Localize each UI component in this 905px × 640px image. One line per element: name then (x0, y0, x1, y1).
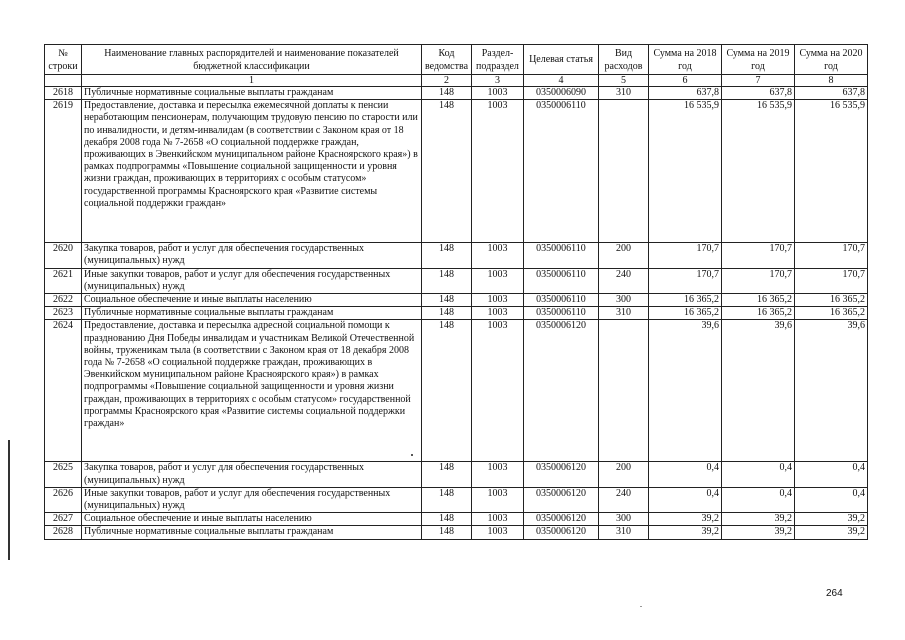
page-number: 264 (826, 588, 843, 599)
row-sum-2020: 39,2 (795, 526, 868, 539)
row-expense-type: 240 (599, 487, 649, 512)
row-sum-2020: 16 365,2 (795, 307, 868, 320)
row-sum-2020: 16 365,2 (795, 294, 868, 307)
row-number: 2620 (45, 243, 82, 268)
row-name: Публичные нормативные социальные выплаты гражданам (82, 87, 422, 100)
row-target-item: 0350006120 (524, 513, 599, 526)
row-sum-2018: 16 365,2 (649, 294, 722, 307)
table-row (45, 487, 868, 512)
row-sum-2020: 39,6 (795, 320, 868, 462)
row-section: 1003 (472, 268, 524, 293)
row-sum-2018: 637,8 (649, 87, 722, 100)
row-expense-type: 310 (599, 307, 649, 320)
header-sum-2020: Сумма на 2020 год (795, 45, 868, 75)
row-section: 1003 (472, 526, 524, 539)
row-section: 1003 (472, 87, 524, 100)
table-row (45, 526, 868, 539)
row-sum-2020: 170,7 (795, 268, 868, 293)
row-sum-2018: 0,4 (649, 462, 722, 487)
row-expense-type (599, 320, 649, 462)
header-department-code: Код ведомства (422, 45, 472, 75)
index-cell: 5 (599, 75, 649, 87)
row-sum-2018: 39,6 (649, 320, 722, 462)
scan-speck (640, 606, 642, 607)
row-department-code: 148 (422, 462, 472, 487)
row-department-code: 148 (422, 243, 472, 268)
index-cell: 1 (82, 75, 422, 87)
row-target-item: 0350006120 (524, 320, 599, 462)
row-section: 1003 (472, 100, 524, 243)
table-row (45, 307, 868, 320)
row-number: 2622 (45, 294, 82, 307)
row-name: Публичные нормативные социальные выплаты гражданам (82, 307, 422, 320)
row-section: 1003 (472, 513, 524, 526)
index-cell (45, 75, 82, 87)
row-sum-2020: 637,8 (795, 87, 868, 100)
row-number: 2623 (45, 307, 82, 320)
row-name: Иные закупки товаров, работ и услуг для обеспечения государственных (муниципальных) нужд (82, 268, 422, 293)
row-section: 1003 (472, 462, 524, 487)
row-section: 1003 (472, 294, 524, 307)
table-row (45, 294, 868, 307)
table-row (45, 513, 868, 526)
row-target-item: 0350006090 (524, 87, 599, 100)
row-number: 2621 (45, 268, 82, 293)
index-cell: 7 (722, 75, 795, 87)
row-expense-type (599, 100, 649, 243)
row-target-item: 0350006110 (524, 100, 599, 243)
row-section: 1003 (472, 320, 524, 462)
row-sum-2019: 170,7 (722, 268, 795, 293)
row-sum-2018: 170,7 (649, 243, 722, 268)
row-sum-2019: 39,6 (722, 320, 795, 462)
row-expense-type: 300 (599, 513, 649, 526)
row-expense-type: 240 (599, 268, 649, 293)
index-cell: 3 (472, 75, 524, 87)
table-row (45, 87, 868, 100)
row-target-item: 0350006110 (524, 243, 599, 268)
row-department-code: 148 (422, 487, 472, 512)
row-expense-type: 310 (599, 526, 649, 539)
row-target-item: 0350006120 (524, 526, 599, 539)
scan-margin-line (8, 440, 13, 560)
row-target-item: 0350006110 (524, 268, 599, 293)
row-sum-2018: 0,4 (649, 487, 722, 512)
row-expense-type: 300 (599, 294, 649, 307)
row-expense-type: 310 (599, 87, 649, 100)
row-number: 2624 (45, 320, 82, 462)
column-index-row (45, 75, 868, 87)
row-name: Социальное обеспечение и иные выплаты населению (82, 294, 422, 307)
index-cell: 6 (649, 75, 722, 87)
row-sum-2019: 39,2 (722, 513, 795, 526)
table-row (45, 462, 868, 487)
row-department-code: 148 (422, 87, 472, 100)
header-expense-type: Вид расходов (599, 45, 649, 75)
row-number: 2628 (45, 526, 82, 539)
row-section: 1003 (472, 487, 524, 512)
row-sum-2020: 39,2 (795, 513, 868, 526)
row-name: Предоставление, доставка и пересылка ежемесячной доплаты к пенсии неработающим пенсионерам, получающим трудовую пенсию по старости или по инвалидности, и детям-инвалидам (в соответствии с Законом края от 18 декабря 2008 года № 7-2658 «О социальной поддержке граждан, проживающих в Эвенкийском муниципальном районе Красноярского края») в рамках подпрограммы «Повышение социальной защищенности и уровня жизни граждан, проживающих в территориях с особым статусом» государственной программы Красноярского края «Развитие системы социальной поддержки граждан» (82, 100, 422, 243)
row-sum-2019: 16 535,9 (722, 100, 795, 243)
row-sum-2018: 39,2 (649, 526, 722, 539)
row-department-code: 148 (422, 307, 472, 320)
row-sum-2020: 0,4 (795, 487, 868, 512)
row-expense-type: 200 (599, 243, 649, 268)
row-department-code: 148 (422, 526, 472, 539)
header-line-number: № строки (45, 45, 82, 75)
header-row (45, 45, 868, 75)
scan-speck (411, 454, 413, 456)
row-name: Иные закупки товаров, работ и услуг для обеспечения государственных (муниципальных) нужд (82, 487, 422, 512)
row-number: 2626 (45, 487, 82, 512)
row-name: Социальное обеспечение и иные выплаты населению (82, 513, 422, 526)
row-sum-2018: 39,2 (649, 513, 722, 526)
header-sum-2019: Сумма на 2019 год (722, 45, 795, 75)
row-section: 1003 (472, 307, 524, 320)
row-sum-2018: 16 535,9 (649, 100, 722, 243)
row-sum-2020: 16 535,9 (795, 100, 868, 243)
row-sum-2020: 0,4 (795, 462, 868, 487)
header-name: Наименование главных распорядителей и наименование показателей бюджетной классификации (82, 45, 422, 75)
row-sum-2019: 637,8 (722, 87, 795, 100)
index-cell: 4 (524, 75, 599, 87)
table-row (45, 243, 868, 268)
row-sum-2019: 39,2 (722, 526, 795, 539)
row-department-code: 148 (422, 294, 472, 307)
header-sum-2018: Сумма на 2018 год (649, 45, 722, 75)
row-sum-2018: 170,7 (649, 268, 722, 293)
index-cell: 8 (795, 75, 868, 87)
row-name: Закупка товаров, работ и услуг для обеспечения государственных (муниципальных) нужд (82, 243, 422, 268)
row-number: 2619 (45, 100, 82, 243)
row-sum-2019: 0,4 (722, 462, 795, 487)
row-target-item: 0350006110 (524, 307, 599, 320)
row-section: 1003 (472, 243, 524, 268)
row-target-item: 0350006120 (524, 462, 599, 487)
row-department-code: 148 (422, 100, 472, 243)
row-number: 2625 (45, 462, 82, 487)
header-target-item: Целевая статья (524, 45, 599, 75)
index-cell: 2 (422, 75, 472, 87)
row-number: 2627 (45, 513, 82, 526)
row-sum-2019: 16 365,2 (722, 294, 795, 307)
row-sum-2019: 170,7 (722, 243, 795, 268)
row-number: 2618 (45, 87, 82, 100)
table-row (45, 320, 868, 462)
row-name: Закупка товаров, работ и услуг для обеспечения государственных (муниципальных) нужд (82, 462, 422, 487)
row-department-code: 148 (422, 513, 472, 526)
row-target-item: 0350006110 (524, 294, 599, 307)
budget-table (44, 44, 868, 540)
row-target-item: 0350006120 (524, 487, 599, 512)
row-department-code: 148 (422, 268, 472, 293)
row-sum-2019: 16 365,2 (722, 307, 795, 320)
row-department-code: 148 (422, 320, 472, 462)
table-row (45, 100, 868, 243)
row-sum-2019: 0,4 (722, 487, 795, 512)
row-name: Предоставление, доставка и пересылка адресной социальной помощи к празднованию Дня Победы инвалидам и участникам Великой Отечественной войны, труженикам тыла (в соответствии с Законом края от 18 декабря 2008 года № 7-2658 «О социальной поддержке граждан, проживающих в Эвенкийском муниципальном районе Красноярского края») в рамках подпрограммы «Повышение социальной защищенности и уровня жизни граждан, проживающих в территориях с особым статусом» государственной программы Красноярского края «Развитие системы социальной поддержки граждан» (82, 320, 422, 462)
row-sum-2018: 16 365,2 (649, 307, 722, 320)
row-name: Публичные нормативные социальные выплаты гражданам (82, 526, 422, 539)
header-section: Раздел-подраздел (472, 45, 524, 75)
row-sum-2020: 170,7 (795, 243, 868, 268)
table-row (45, 268, 868, 293)
row-expense-type: 200 (599, 462, 649, 487)
